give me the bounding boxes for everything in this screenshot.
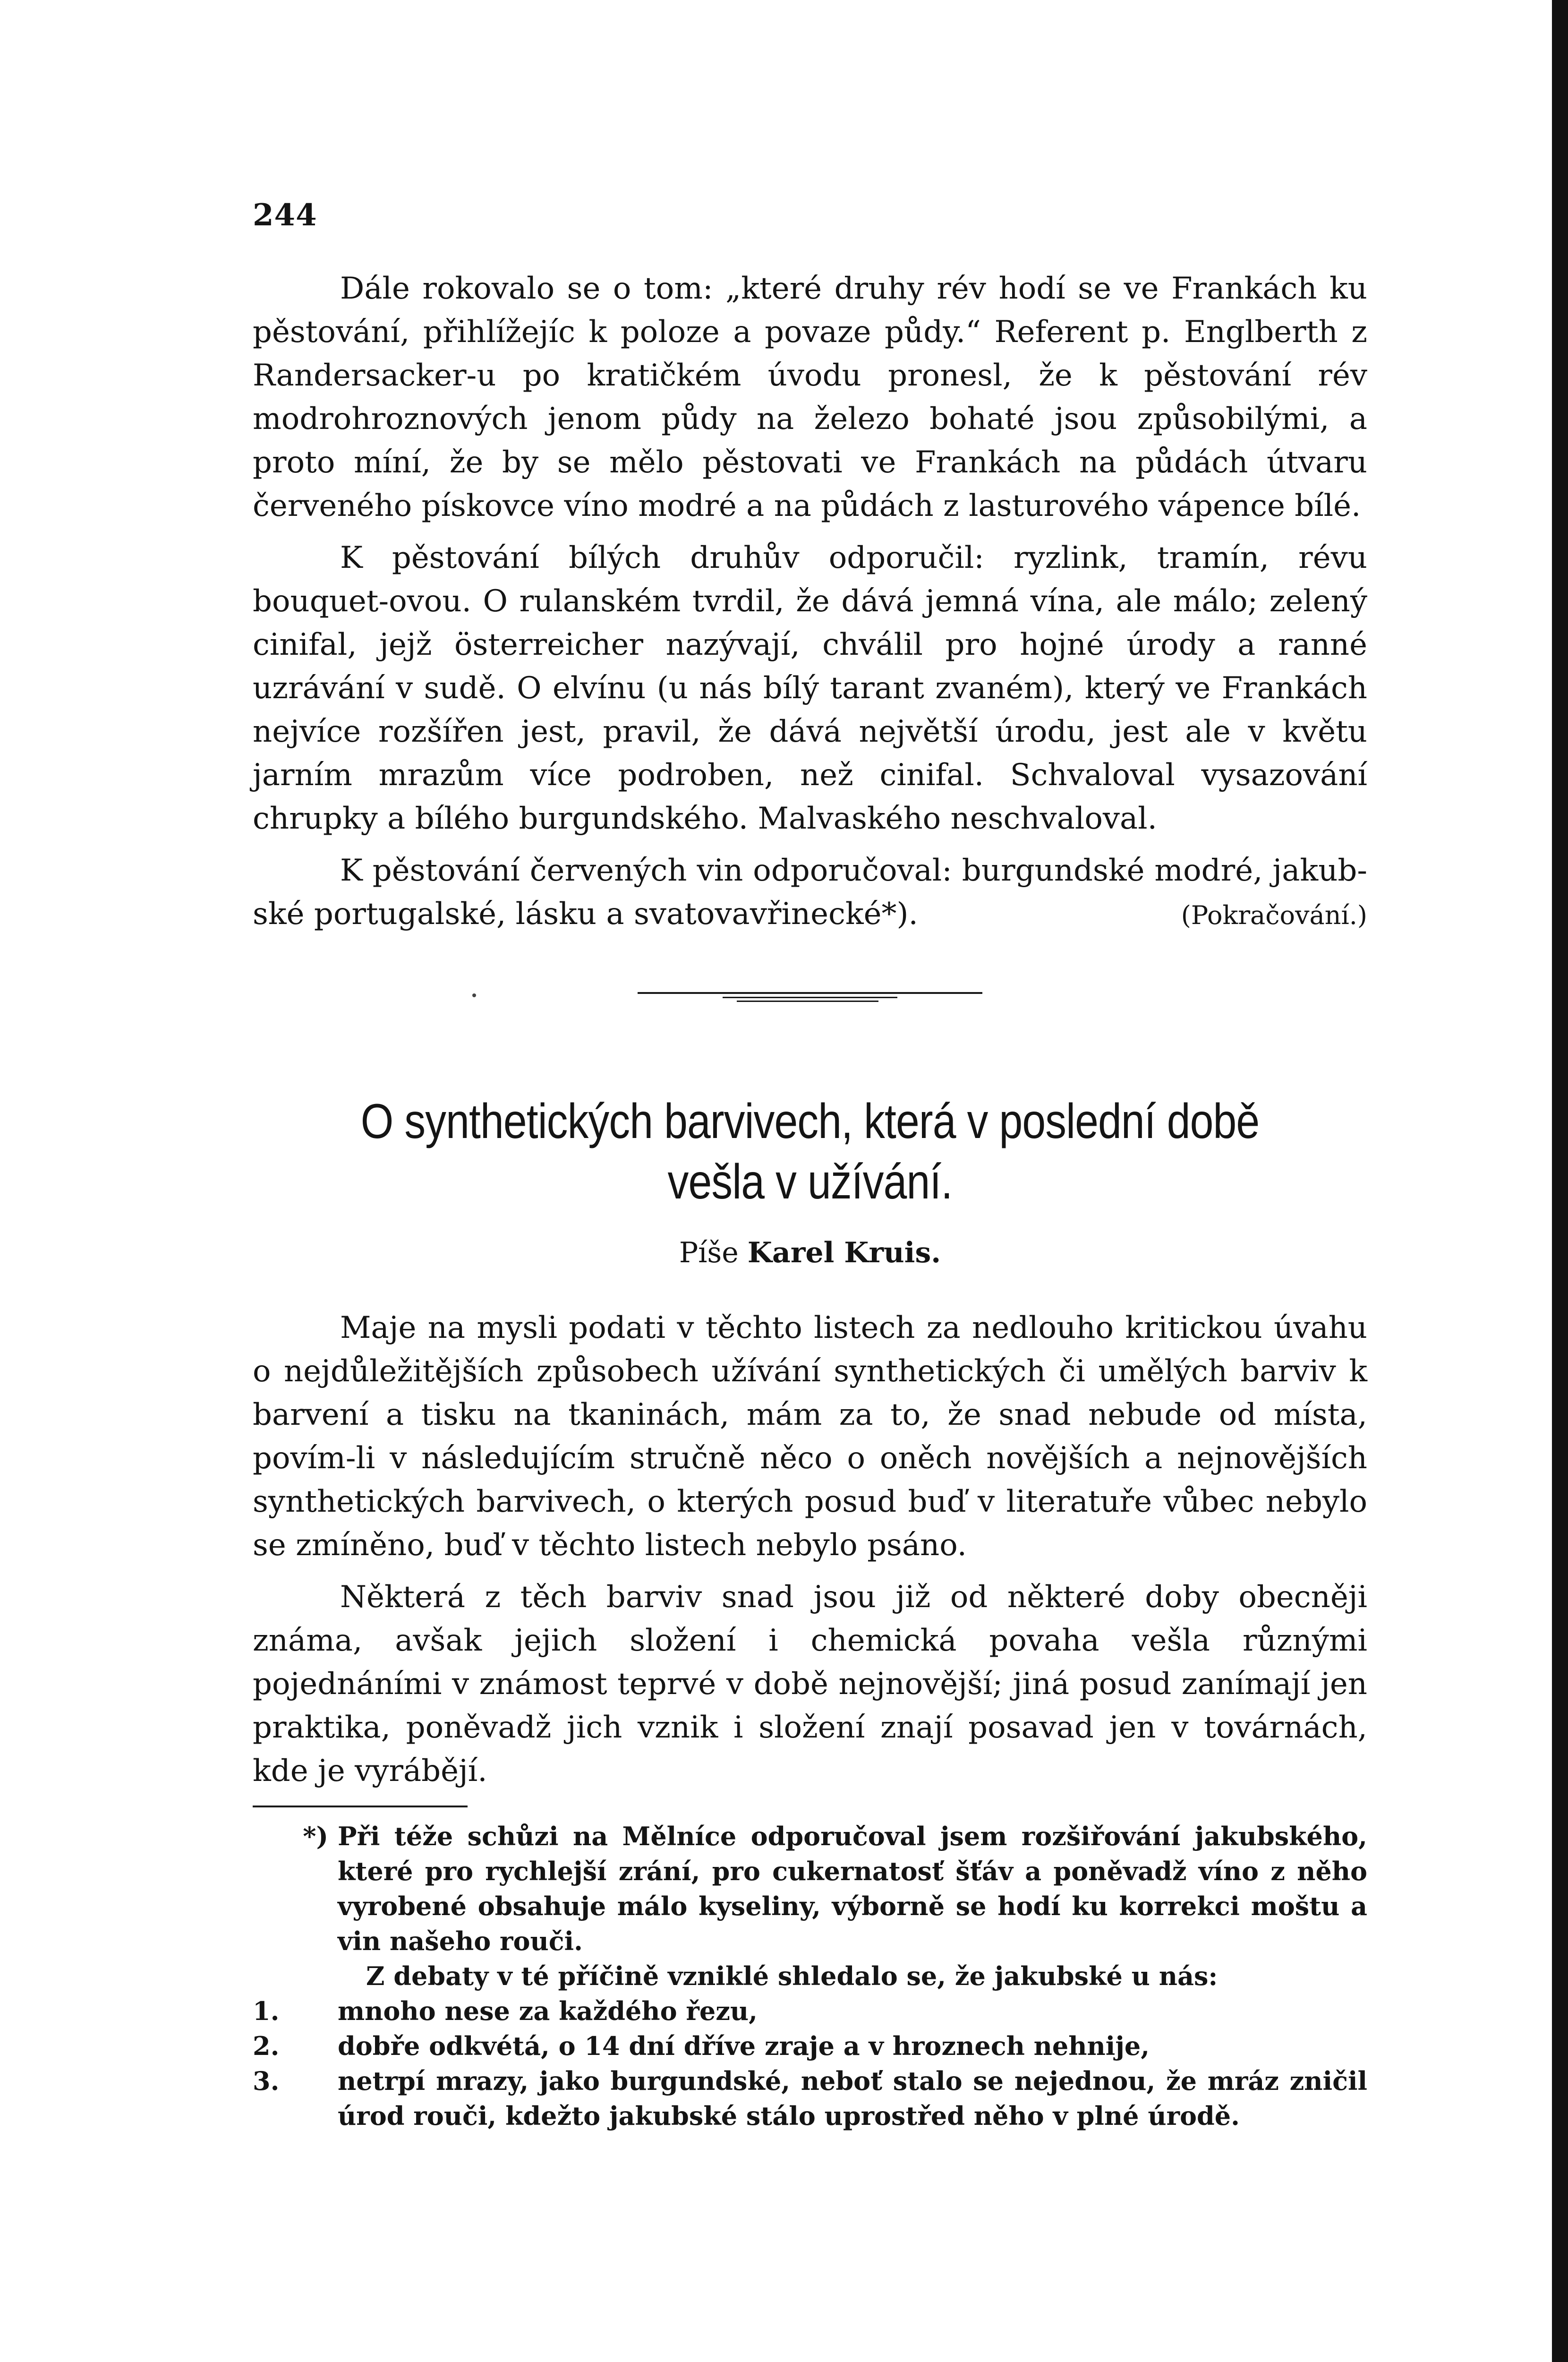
paragraph-tail-text: ské portugalské, lásku a svatovavřinecké*). — [253, 897, 918, 932]
list-item — [253, 2063, 1367, 2133]
list-item-number: 1. — [253, 1996, 280, 2026]
top-section — [253, 267, 1367, 937]
byline — [253, 1234, 1367, 1272]
article-body — [253, 1306, 1367, 1801]
paragraph: K pěstování bílých druhův odporučil: ryzlink, tramín, révu bouquet-ovou. O rulanském tvrdil, že dává jemná vína, ale málo; zelený cinifal, jejž österreicher nazývají, chválil pro hojné úrody a ranné uzrávání v sudě. O elvínu (u nás bílý tarant zvaném), který ve Frankách nejvíce rozšířen jest, pravil, že dává největší úrodu, jest ale v květu jarním mrazům více podroben, než cinifal. Schvaloval vysazování chrupky a bílého burgundského. Malvaského neschvaloval. — [253, 540, 1367, 836]
footnote-text: Při téže schůzi na Mělníce odporučoval jsem rozšiřování jakubského, které pro rychlejší zrání, pro cukernatosť šťáv a poněvadž víno z něho vyrobené obsahuje málo kyseliny, výborně se hodí ku korrekci moštu a vin našeho rouči. — [338, 1821, 1367, 1956]
footnotes — [253, 1819, 1367, 2133]
author-name: Karel Kruis. — [747, 1236, 941, 1269]
paragraph-first-line: K pěstování červených vin odporučoval: burgundské modré, jakub- — [340, 853, 1367, 888]
list-item-text: dobře odkvétá, o 14 dní dříve zraje a v hroznech nehnije, — [338, 2031, 1150, 2061]
byline-prefix: Píše — [679, 1236, 739, 1269]
list-item-number: 3. — [253, 2066, 280, 2096]
paragraph: Maje na mysli podati v těchto listech za nedlouho kritickou úvahu o nejdůležitějších způsobech užívání synthetických či umělých barviv k barvení a tisku na tkaninách, mám za to, že snad nebude od místa, povím-li v následujícím stručně něco o oněch novějších a nejnovějších synthetických barvivech, o kterých posud buď v literatuře vůbec nebylo se zmíněno, buď v těchto listech nebylo psáno. — [253, 1310, 1367, 1563]
section-divider — [638, 992, 982, 994]
list-item-text: mnoho nese za každého řezu, — [338, 1996, 758, 2026]
paragraph-tail — [253, 892, 1367, 937]
continued-note: (Pokračování.) — [1181, 900, 1367, 930]
print-speck — [472, 993, 476, 997]
footnote — [253, 1819, 1367, 1959]
paragraph: Dále rokovalo se o tom: „které druhy rév hodí se ve Frankách ku pěstování, přihlížejíc k poloze a povaze půdy.“ Referent p. Englberth z Randersacker-u po kratičkém úvodu pronesl, že k pěstování rév modrohroznových jenom půdy na železo bohaté jsou způsobilými, a proto míní, že by se mělo pěstovati ve Frankách na půdách útvaru červeného pískovce víno modré a na půdách z lasturového vápence bílé. — [253, 271, 1367, 523]
section-divider-inner — [737, 1001, 878, 1002]
footnote-marker: *) — [303, 1821, 328, 1851]
page-number: 244 — [253, 197, 317, 233]
list-item — [253, 2028, 1367, 2063]
footnote-rule — [253, 1806, 468, 1807]
paragraph: Některá z těch barviv snad jsou již od některé doby obecněji známa, avšak jejich složení i chemická povaha vešla různými pojednáními v známost teprvé v době nejnovější; jiná posud zanímají jen praktika, poněvadž jich vznik i složení znají posavad jen v továrnách, kde je vyrábějí. — [253, 1580, 1367, 1789]
list-item — [253, 1994, 1367, 2028]
article-title-line: vešla v užívání. — [667, 1155, 953, 1209]
scan-edge — [1552, 0, 1568, 2362]
footnote-intro: Z debaty v té příčině vzniklé shledalo se, že jakubské u nás: — [366, 1961, 1218, 1991]
article-title — [331, 1091, 1289, 1212]
list-item-number: 2. — [253, 2031, 280, 2061]
list-item-text: netrpí mrazy, jako burgundské, neboť stalo se nejednou, že mráz zničil úrod rouči, kdežto jakubské stálo uprostřed něho v plné úrodě. — [338, 2066, 1367, 2131]
article-title-line: O synthetických barvivech, která v poslední době — [360, 1094, 1260, 1149]
section-divider-inner — [723, 997, 897, 998]
